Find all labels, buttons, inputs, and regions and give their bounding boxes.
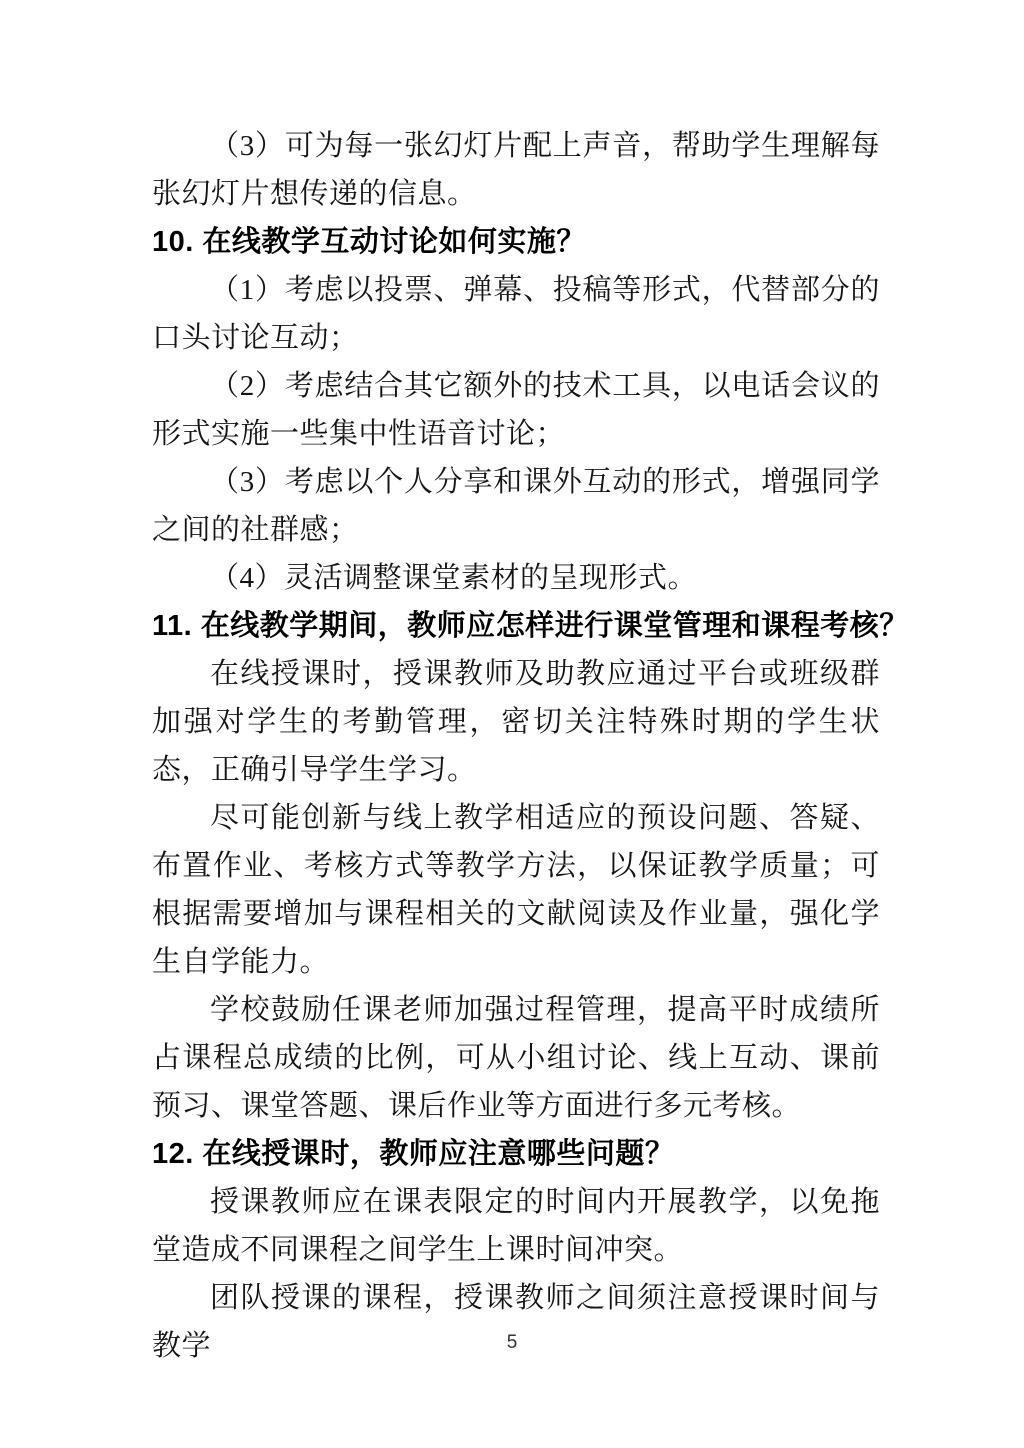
body-paragraph: 在线授课时，授课教师及助教应通过平台或班级群加强对学生的考勤管理，密切关注特殊时期的学生状态，正确引导学生学习。 [152, 658, 880, 786]
section-heading: 12. 在线授课时，教师应注意哪些问题？ [152, 1138, 675, 1170]
page-number: 5 [506, 1332, 518, 1353]
body-paragraph: （2）考虑结合其它额外的技术工具，以电话会议的形式实施一些集中性语音讨论； [152, 370, 880, 450]
body-paragraph: 尽可能创新与线上教学相适应的预设问题、答疑、布置作业、考核方式等教学方法，以保证教学质量；可根据需要增加与课程相关的文献阅读及作业量，强化学生自学能力。 [152, 802, 880, 978]
document-body [152, 122, 909, 1370]
body-paragraph: （3）可为每一张幻灯片配上声音，帮助学生理解每张幻灯片想传递的信息。 [152, 130, 880, 210]
section-heading: 10. 在线教学互动讨论如何实施？ [152, 226, 586, 258]
section-heading: 11. 在线教学期间，教师应怎样进行课堂管理和课程考核？ [152, 610, 909, 642]
body-paragraph: 授课教师应在课表限定的时间内开展教学，以免拖堂造成不同课程之间学生上课时间冲突。 [152, 1186, 880, 1266]
body-paragraph: 学校鼓励任课老师加强过程管理，提高平时成绩所占课程总成绩的比例，可从小组讨论、线上互动、课前预习、课堂答题、课后作业等方面进行多元考核。 [152, 994, 880, 1122]
body-paragraph: 团队授课的课程，授课教师之间须注意授课时间与教学 [152, 1282, 880, 1362]
body-paragraph: （1）考虑以投票、弹幕、投稿等形式，代替部分的口头讨论互动； [152, 274, 880, 354]
body-paragraph: （4）灵活调整课堂素材的呈现形式。 [210, 562, 698, 594]
body-paragraph: （3）考虑以个人分享和课外互动的形式，增强同学之间的社群感； [152, 466, 880, 546]
